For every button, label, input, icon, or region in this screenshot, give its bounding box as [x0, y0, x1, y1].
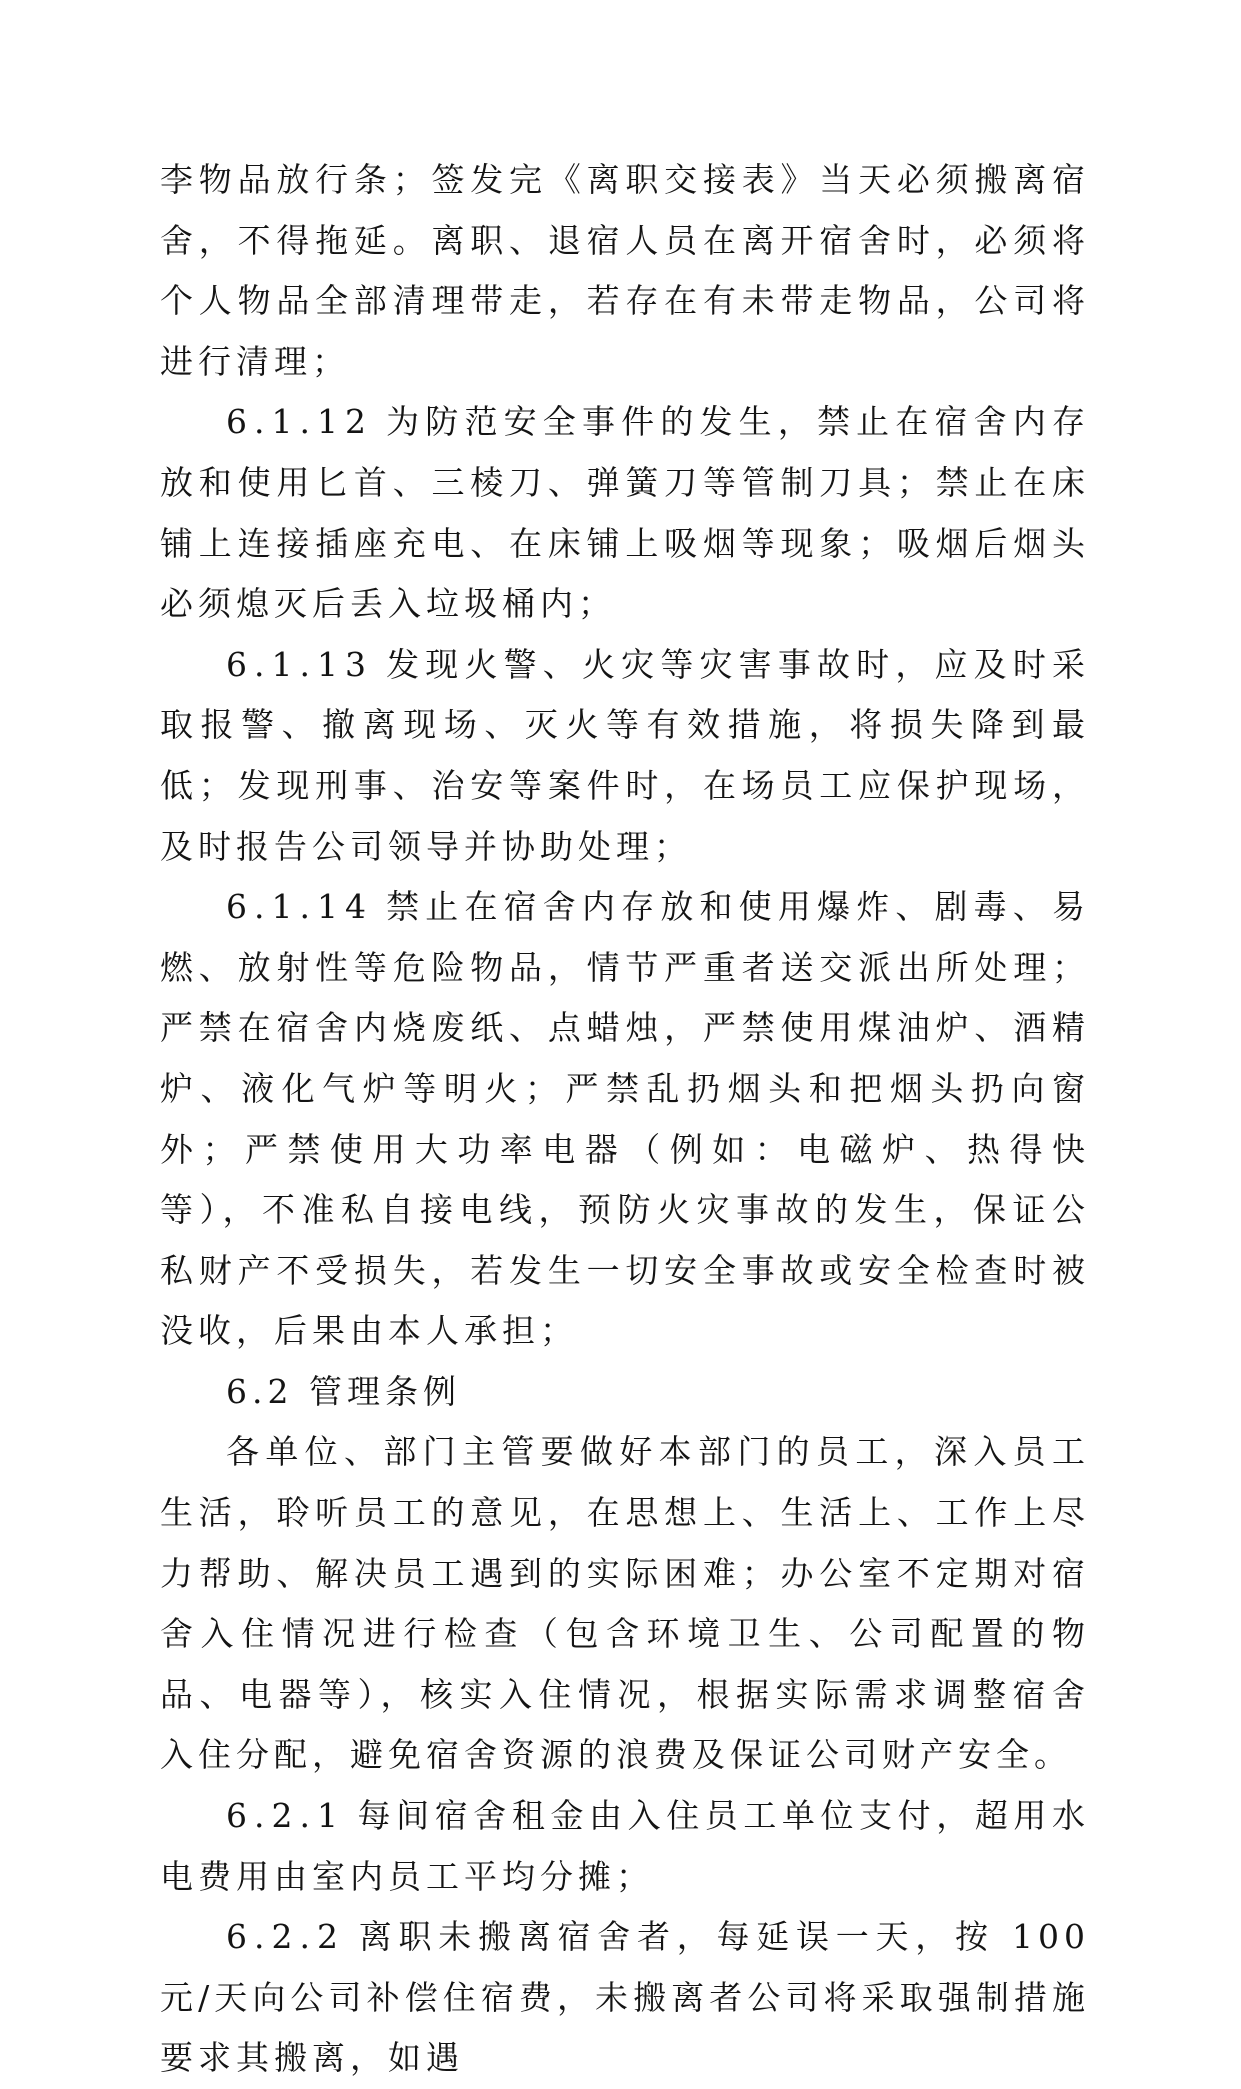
clause-6-2-2 — [160, 1907, 1090, 2089]
clause-text: 禁止在宿舍内存放和使用爆炸、剧毒、易燃、放射性等危险物品，情节严重者送交派出所处理；严禁在宿舍内烧废纸、点蜡烛，严禁使用煤油炉、酒精炉、液化气炉等明火；严禁乱扔烟头和把烟头扔向窗外；严禁使用大功率电器（例如：电磁炉、热得快等），不准私自接电线，预防火灾事故的发生，保证公私财产不受损失，若发生一切安全事故或安全检查时被没收，后果由本人承担； — [160, 887, 1090, 1351]
section-heading-text: 6.2 管理条例 — [226, 1371, 461, 1411]
clause-text: 每间宿舍租金由入住员工单位支付，超用水电费用由室内员工平均分摊； — [160, 1796, 1090, 1896]
clause-text: 为防范安全事件的发生，禁止在宿舍内存放和使用匕首、三棱刀、弹簧刀等管制刀具；禁止在床铺上连接插座充电、在床铺上吸烟等现象；吸烟后烟头必须熄灭后丢入垃圾桶内； — [160, 402, 1090, 624]
clause-number: 6.2.1 — [226, 1796, 345, 1836]
clause-number: 6.2.2 — [226, 1917, 345, 1957]
clause-6-1-12 — [160, 392, 1090, 634]
clause-6-1-13 — [160, 635, 1090, 877]
clause-number: 6.1.13 — [226, 644, 373, 684]
clause-number: 6.1.14 — [226, 887, 373, 927]
paragraph-management — [160, 1422, 1090, 1786]
paragraph-text: 李物品放行条；签发完《离职交接表》当天必须搬离宿舍，不得拖延。离职、退宿人员在离开宿舍时，必须将个人物品全部清理带走，若存在有未带走物品，公司将进行清理； — [160, 160, 1090, 381]
paragraph-text: 各单位、部门主管要做好本部门的员工，深入员工生活，聆听员工的意见，在思想上、生活上、工作上尽力帮助、解决员工遇到的实际困难；办公室不定期对宿舍入住情况进行检查（包含环境卫生、公司配置的物品、电器等），核实入住情况，根据实际需求调整宿舍入住分配，避免宿舍资源的浪费及保证公司财产安全。 — [160, 1432, 1090, 1775]
clause-6-1-14 — [160, 877, 1090, 1362]
clause-number: 6.1.12 — [226, 402, 373, 442]
clause-6-2-1 — [160, 1786, 1090, 1907]
clause-text: 离职未搬离宿舍者，每延误一天，按 100 元/天向公司补偿住宿费，未搬离者公司将采取强制措施要求其搬离，如遇 — [160, 1917, 1090, 2078]
document-page — [160, 150, 1090, 2089]
section-heading-6-2 — [160, 1362, 1090, 1423]
clause-text: 发现火警、火灾等灾害事故时，应及时采取报警、撤离现场、灭火等有效措施，将损失降到最低；发现刑事、治安等案件时，在场员工应保护现场，及时报告公司领导并协助处理； — [160, 644, 1090, 866]
paragraph-continuation — [160, 150, 1090, 392]
